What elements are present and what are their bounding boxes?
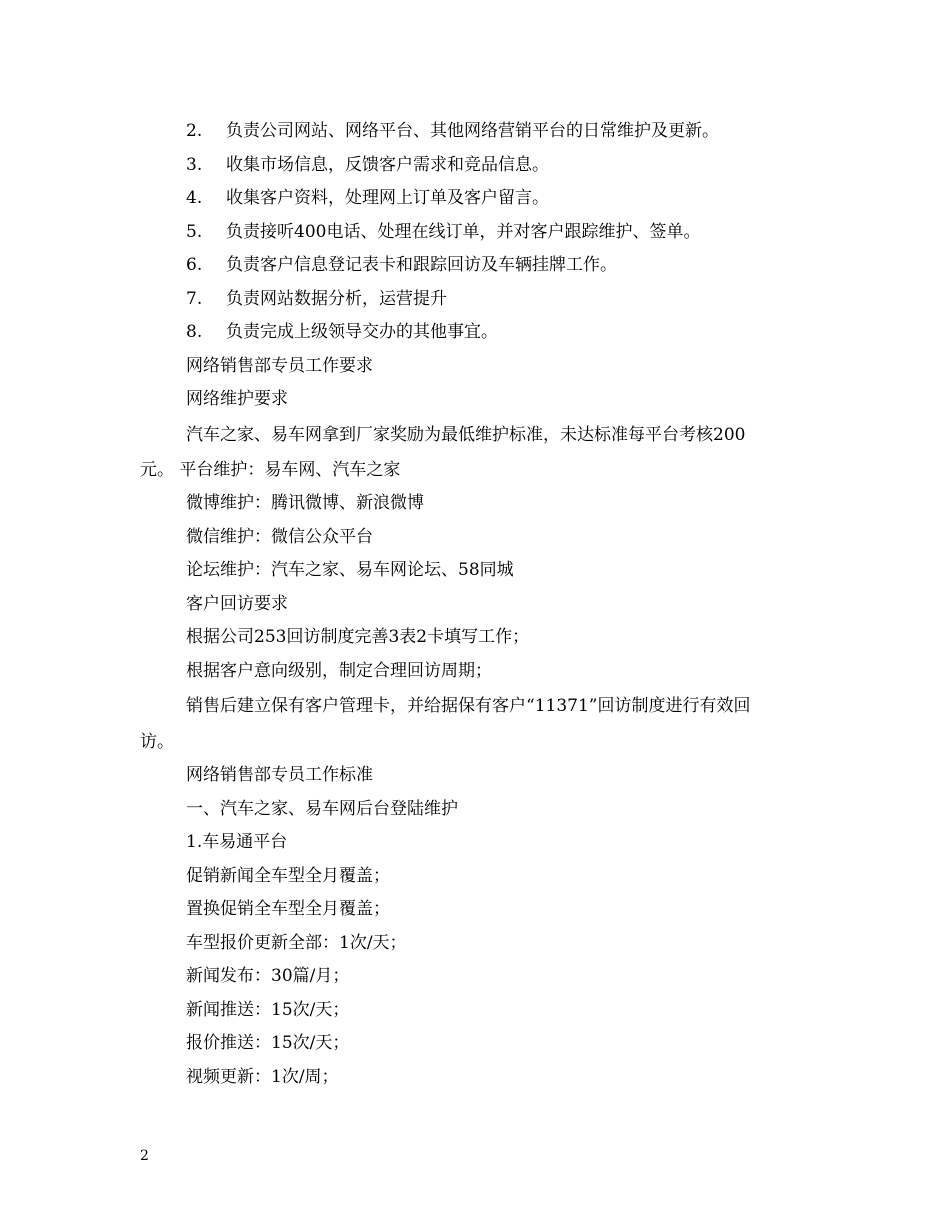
list-item [186,186,549,210]
callback-item: 销售后建立保有客户管理卡，并给据保有客户“11371”回访制度进行有效回 [186,696,751,716]
callback-item-cont: 访。 [140,732,174,752]
list-number: 5. [186,222,203,242]
weibo-maintenance: 微博维护：腾讯微博、新浪微博 [186,493,424,513]
callback-item: 根据客户意向级别，制定合理回访周期； [186,661,492,681]
standard-item: 新闻推送：15次/天； [186,1000,350,1020]
paragraph-reward-standard-cont: 元。 平台维护：易车网、汽车之家 [140,460,401,480]
callback-item: 根据公司253回访制度完善3表2卡填写工作； [186,627,530,647]
standard-item: 视频更新：1次/周； [186,1067,339,1087]
list-text: 负责公司网站、网络平台、其他网络营销平台的日常维护及更新。 [226,121,719,141]
list-item [186,287,447,311]
list-text: 负责完成上级领导交办的其他事宜。 [226,322,498,342]
list-number: 3. [186,155,203,175]
list-text: 负责客户信息登记表卡和跟踪回访及车辆挂牌工作。 [226,255,617,275]
list-number: 4. [186,188,203,208]
heading-work-standards: 网络销售部专员工作标准 [186,765,373,785]
heading-customer-callback: 客户回访要求 [186,594,288,614]
list-item [186,119,719,143]
paragraph-reward-standard: 汽车之家、易车网拿到厂家奖励为最低维护标准，未达标准每平台考核200 [186,425,746,445]
list-text: 负责接听400电话、处理在线订单，并对客户跟踪维护、签单。 [226,222,701,242]
list-number: 8. [186,322,203,342]
section-heading: 一、汽车之家、易车网后台登陆维护 [186,799,458,819]
list-text: 收集市场信息，反馈客户需求和竞品信息。 [226,155,549,175]
list-item [186,253,617,277]
standard-item: 车型报价更新全部：1次/天； [186,933,407,953]
list-number: 6. [186,255,203,275]
list-number: 2. [186,121,203,141]
list-number: 7. [186,289,203,309]
list-item [186,153,549,177]
heading-network-maintenance: 网络维护要求 [186,389,288,409]
list-item [186,320,498,344]
weixin-maintenance: 微信维护：微信公众平台 [186,527,373,547]
page-number: 2 [140,1148,149,1164]
standard-item: 新闻发布：30篇/月； [186,966,350,986]
list-text: 负责网站数据分析，运营提升 [226,289,447,309]
standard-item: 促销新闻全车型全月覆盖； [186,866,390,886]
list-item [186,220,700,244]
list-text: 收集客户资料，处理网上订单及客户留言。 [226,188,549,208]
standard-item: 报价推送：15次/天； [186,1033,350,1053]
heading-work-requirements: 网络销售部专员工作要求 [186,356,373,376]
standard-item: 置换促销全车型全月覆盖； [186,899,390,919]
forum-maintenance: 论坛维护：汽车之家、易车网论坛、58同城 [186,560,514,580]
platform-heading: 1.车易通平台 [186,832,288,852]
